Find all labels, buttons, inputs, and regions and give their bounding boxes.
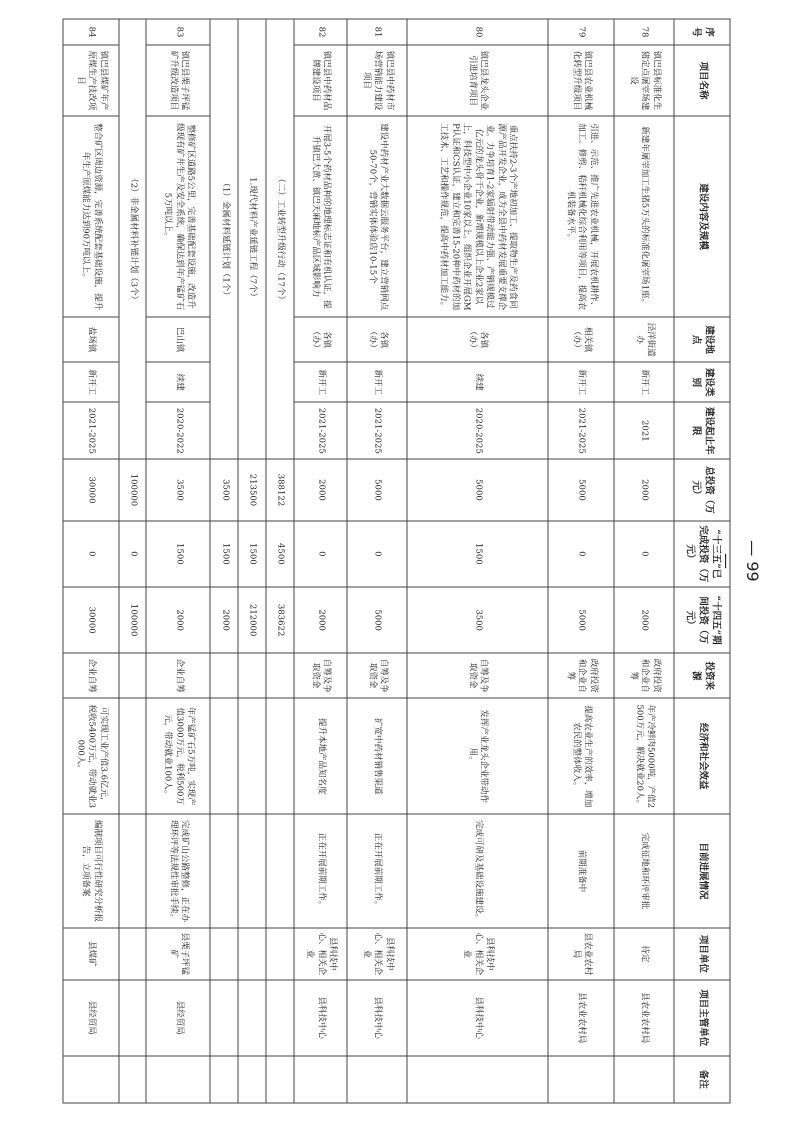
cell-seq: 83 bbox=[146, 19, 210, 45]
cell-empty bbox=[238, 980, 266, 1056]
cell-seq: 84 bbox=[63, 19, 119, 45]
rotated-document bbox=[63, 19, 731, 1104]
cell-period: 2021-2025 bbox=[63, 402, 119, 459]
col-remark: 备注 bbox=[674, 1056, 730, 1103]
cell-benefit: 扩宽中药材销售渠道 bbox=[347, 698, 407, 814]
cell-remark bbox=[347, 1056, 407, 1103]
col-source: 投资来源 bbox=[674, 653, 730, 698]
cell-content: 整修矿区道路5公里，完善基础配套设施，改造升级现有矿井生产及安全系统，确保达到年产锰矿石5万吨以上。 bbox=[146, 116, 210, 317]
cell-location: 各镇（办） bbox=[347, 317, 407, 362]
cell-empty bbox=[119, 653, 147, 698]
table-row bbox=[407, 19, 548, 1103]
cell-type: 新开工 bbox=[614, 362, 674, 402]
cell-benefit: 提升本地产品知名度 bbox=[294, 698, 347, 814]
cell-progress: 编制项目可行性研究分析报告，立项备案 bbox=[63, 814, 119, 928]
cell-dept: 县经贸局 bbox=[63, 980, 119, 1056]
cell-remark bbox=[146, 1056, 210, 1103]
cell-name: 镇巴县中药材市场营销能力建设项目 bbox=[347, 45, 407, 116]
subtotal-row bbox=[210, 19, 238, 1103]
subtotal-label: 1.现代材料产业延链工程（7个） bbox=[238, 19, 266, 459]
cell-content: 整合矿区周边资源，完善系统配套基础设施，提升年生产原煤能力达到90万吨以上。 bbox=[63, 116, 119, 317]
cell-dept: 县经贸局 bbox=[146, 980, 210, 1056]
table-row bbox=[146, 19, 210, 1103]
cell-total: 30000 bbox=[63, 459, 119, 521]
cell-period: 2020-2025 bbox=[407, 402, 548, 459]
col-dept: 项目主管单位 bbox=[674, 980, 730, 1056]
cell-remark bbox=[614, 1056, 674, 1103]
cell-total: 2000 bbox=[614, 459, 674, 521]
cell-empty bbox=[210, 980, 238, 1056]
cell-plan14: 5000 bbox=[548, 587, 614, 653]
cell-period: 2021 bbox=[614, 402, 674, 459]
cell-location: 泾洋街道办 bbox=[614, 317, 674, 362]
cell-done13: 1500 bbox=[146, 521, 210, 587]
cell-plan14: 383622 bbox=[266, 587, 294, 653]
cell-done13: 0 bbox=[294, 521, 347, 587]
page-number: — 99 — bbox=[717, 540, 762, 582]
subtotal-label: （1）金属材料延链计划（1个） bbox=[210, 19, 238, 459]
cell-plan14: 2000 bbox=[294, 587, 347, 653]
cell-content: 新建年屠宰加工生猪5万头的标准化屠宰场1座。 bbox=[614, 116, 674, 317]
cell-empty bbox=[210, 1056, 238, 1103]
cell-period: 2021-2025 bbox=[548, 402, 614, 459]
cell-name: 镇巴县标准化生猪定点屠宰场建设 bbox=[614, 45, 674, 116]
cell-name: 镇巴县农业机械化转型升级项目 bbox=[548, 45, 614, 116]
cell-done13: 1500 bbox=[238, 521, 266, 587]
cell-empty bbox=[119, 980, 147, 1056]
cell-done13: 0 bbox=[548, 521, 614, 587]
cell-location: 巴山镇 bbox=[146, 317, 210, 362]
cell-plan14: 5000 bbox=[347, 587, 407, 653]
project-table bbox=[63, 19, 731, 1104]
cell-location: 各镇（办） bbox=[294, 317, 347, 362]
col-type: 建设类别 bbox=[674, 362, 730, 402]
cell-seq: 82 bbox=[294, 19, 347, 45]
cell-unit: 县科技中心、相关企业 bbox=[347, 928, 407, 980]
cell-total: 100000 bbox=[119, 459, 147, 521]
table-row bbox=[63, 19, 119, 1103]
cell-source: 自筹及争取资金 bbox=[407, 653, 548, 698]
cell-done13: 1500 bbox=[407, 521, 548, 587]
cell-plan14: 100000 bbox=[119, 587, 147, 653]
cell-seq: 80 bbox=[407, 19, 548, 45]
cell-empty bbox=[266, 928, 294, 980]
cell-unit: 县煤矿 bbox=[63, 928, 119, 980]
cell-seq: 79 bbox=[548, 19, 614, 45]
cell-source: 企业自筹 bbox=[146, 653, 210, 698]
col-name: 项目名称 bbox=[674, 45, 730, 116]
col-unit: 项目单位 bbox=[674, 928, 730, 980]
cell-empty bbox=[119, 814, 147, 928]
cell-total: 5000 bbox=[347, 459, 407, 521]
cell-source: 政府投资和企业自筹 bbox=[614, 653, 674, 698]
cell-type: 新开工 bbox=[548, 362, 614, 402]
cell-benefit: 提高农业生产的效率，增加农民的整体收入。 bbox=[548, 698, 614, 814]
cell-progress: 完成可研及基础设施建设。 bbox=[407, 814, 548, 928]
cell-plan14: 2000 bbox=[614, 587, 674, 653]
cell-dept: 县农业农村局 bbox=[548, 980, 614, 1056]
cell-empty bbox=[266, 814, 294, 928]
cell-remark bbox=[548, 1056, 614, 1103]
cell-type: 新开工 bbox=[63, 362, 119, 402]
cell-benefit: 年产锰矿石5万吨，实现产值3000万元，税利500万元，带动就业100人。 bbox=[146, 698, 210, 814]
cell-total: 213500 bbox=[238, 459, 266, 521]
cell-empty bbox=[210, 814, 238, 928]
cell-source: 企业自筹 bbox=[63, 653, 119, 698]
cell-plan14: 3500 bbox=[407, 587, 548, 653]
cell-content: 重点扶持2-3个产地初加工、提取物生产及药食同源产品开发企业，成为全县中药材发展重要支撑企业。力争培育1-2家辐射带动能力强、产销规模过亿元的龙头骨干企业，新增规模以上企业2家以上，科技型中小企业10家以上。组织企业开展GMP认证和CS认证，建立和完善15-20种中药材的加工技术、工艺和操作规范，提高中药材加工能力。 bbox=[407, 116, 548, 317]
subtotal-label: （2）非金属材料补链计划（3个） bbox=[119, 19, 147, 459]
col-period: 建设起止年限 bbox=[674, 402, 730, 459]
cell-dept: 县科技中心 bbox=[347, 980, 407, 1056]
subtotal-row bbox=[266, 19, 294, 1103]
col-plan14: “十四五”期间投资（万元） bbox=[674, 587, 730, 653]
cell-empty bbox=[238, 814, 266, 928]
cell-unit: 县农业农村局 bbox=[548, 928, 614, 980]
cell-progress: 完成矿山公路整修，正在办理环评等法规性审批手续。 bbox=[146, 814, 210, 928]
cell-plan14: 2000 bbox=[210, 587, 238, 653]
cell-progress: 完成征地和环评审批 bbox=[614, 814, 674, 928]
cell-total: 388122 bbox=[266, 459, 294, 521]
cell-period: 2021-2025 bbox=[347, 402, 407, 459]
cell-empty bbox=[119, 928, 147, 980]
cell-dept: 县农业农村局 bbox=[614, 980, 674, 1056]
cell-remark bbox=[407, 1056, 548, 1103]
cell-source: 政府投资和企业自筹 bbox=[548, 653, 614, 698]
cell-total: 3500 bbox=[210, 459, 238, 521]
cell-type: 续建 bbox=[407, 362, 548, 402]
cell-total: 3500 bbox=[146, 459, 210, 521]
cell-type: 新开工 bbox=[347, 362, 407, 402]
cell-empty bbox=[238, 698, 266, 814]
cell-content: 开展3-5个药材品种的地理标志证和有机认证，提升镇巴大黄、镇巴天麻地标产品区域影响力 bbox=[294, 116, 347, 317]
cell-benefit: 发挥产业龙头企业带动作用。 bbox=[407, 698, 548, 814]
cell-period: 2020-2022 bbox=[146, 402, 210, 459]
cell-empty bbox=[210, 698, 238, 814]
cell-empty bbox=[119, 698, 147, 814]
col-content: 建设内容及规模 bbox=[674, 116, 730, 317]
table-row bbox=[614, 19, 674, 1103]
cell-empty bbox=[266, 698, 294, 814]
cell-type: 续建 bbox=[146, 362, 210, 402]
cell-name: 镇巴县龙头企业引进培育项目 bbox=[407, 45, 548, 116]
cell-done13: 0 bbox=[347, 521, 407, 587]
cell-empty bbox=[238, 1056, 266, 1103]
cell-progress: 前期准备中 bbox=[548, 814, 614, 928]
cell-done13: 4500 bbox=[266, 521, 294, 587]
cell-plan14: 212000 bbox=[238, 587, 266, 653]
cell-name: 镇巴县栗子坪锰矿升级改造项目 bbox=[146, 45, 210, 116]
cell-plan14: 30000 bbox=[63, 587, 119, 653]
cell-total: 5000 bbox=[548, 459, 614, 521]
cell-benefit: 可实现工业产值3.6亿元，税收5400万元，带动就业3000人。 bbox=[63, 698, 119, 814]
table-row bbox=[548, 19, 614, 1103]
cell-location: 盐场镇 bbox=[63, 317, 119, 362]
subtotal-row bbox=[238, 19, 266, 1103]
cell-done13: 0 bbox=[63, 521, 119, 587]
cell-empty bbox=[266, 1056, 294, 1103]
cell-benefit: 年产冷鲜肉5000吨，产值2500万元，解决就业20人。 bbox=[614, 698, 674, 814]
cell-plan14: 2000 bbox=[146, 587, 210, 653]
cell-empty bbox=[119, 1056, 147, 1103]
col-progress: 目前进展情况 bbox=[674, 814, 730, 928]
table-row bbox=[347, 19, 407, 1103]
col-total: 总投资（万元） bbox=[674, 459, 730, 521]
cell-unit: 县栗子坪锰矿 bbox=[146, 928, 210, 980]
table-row bbox=[294, 19, 347, 1103]
cell-remark bbox=[294, 1056, 347, 1103]
cell-empty bbox=[238, 928, 266, 980]
cell-seq: 81 bbox=[347, 19, 407, 45]
cell-unit: 待定 bbox=[614, 928, 674, 980]
cell-done13: 1500 bbox=[210, 521, 238, 587]
cell-done13: 0 bbox=[119, 521, 147, 587]
cell-progress: 正在开展前期工作。 bbox=[294, 814, 347, 928]
cell-dept: 县科技中心 bbox=[407, 980, 548, 1056]
cell-done13: 0 bbox=[614, 521, 674, 587]
cell-type: 新开工 bbox=[294, 362, 347, 402]
cell-name: 镇巴县煤矿年产原煤生产技改项目 bbox=[63, 45, 119, 116]
cell-total: 5000 bbox=[407, 459, 548, 521]
cell-empty bbox=[266, 980, 294, 1056]
cell-empty bbox=[266, 653, 294, 698]
col-benefit: 经济和社会效益 bbox=[674, 698, 730, 814]
col-seq: 序号 bbox=[674, 19, 730, 45]
cell-progress: 正在开展前期工作。 bbox=[347, 814, 407, 928]
cell-source: 自筹及争取资金 bbox=[294, 653, 347, 698]
col-location: 建设地点 bbox=[674, 317, 730, 362]
cell-period: 2021-2025 bbox=[294, 402, 347, 459]
cell-empty bbox=[210, 928, 238, 980]
col-done13: “十三五”已完成投资（万元） bbox=[674, 521, 730, 587]
cell-content: 引进、示范、推广先进农业机械，开展农机耕作、加工、修剪、秸秆机械化综合利用等项目，提高农机装备水平。 bbox=[548, 116, 614, 317]
cell-unit: 县科技中心、相关企业 bbox=[407, 928, 548, 980]
cell-unit: 县科技中心、相关企业 bbox=[294, 928, 347, 980]
cell-name: 镇巴县中药材品牌建设项目 bbox=[294, 45, 347, 116]
cell-source: 自筹及争取资金 bbox=[347, 653, 407, 698]
cell-dept: 县科技中心 bbox=[294, 980, 347, 1056]
cell-empty bbox=[210, 653, 238, 698]
cell-remark bbox=[63, 1056, 119, 1103]
cell-empty bbox=[238, 653, 266, 698]
subtotal-label: （二）工业转型升级行动（17个） bbox=[266, 19, 294, 459]
cell-location: 相关镇（办） bbox=[548, 317, 614, 362]
cell-seq: 78 bbox=[614, 19, 674, 45]
cell-total: 2000 bbox=[294, 459, 347, 521]
cell-location: 各镇（办） bbox=[407, 317, 548, 362]
cell-content: 建设中药材产业大数据云服务平台，建立营销网点50-70个，营销实体体验店10-15个 bbox=[347, 116, 407, 317]
subtotal-row bbox=[119, 19, 147, 1103]
